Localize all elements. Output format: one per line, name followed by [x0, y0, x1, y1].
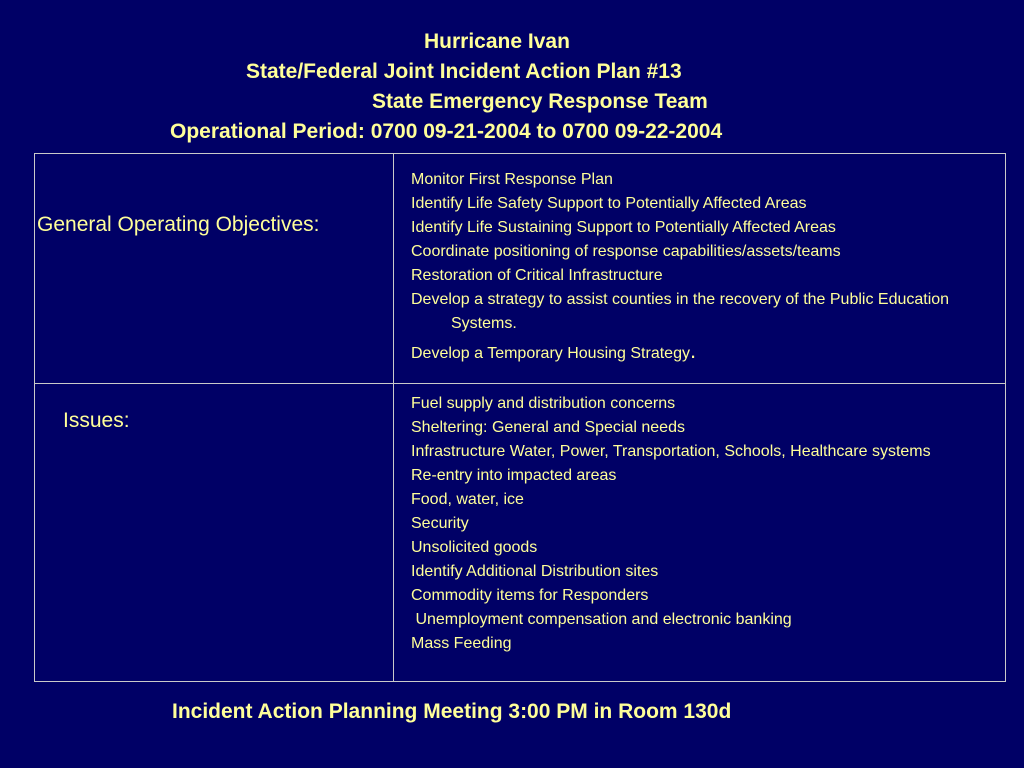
issue-item: Unemployment compensation and electronic banking	[411, 611, 792, 628]
issue-item: Re-entry into impacted areas	[411, 467, 617, 484]
title-event: Hurricane Ivan	[424, 30, 570, 53]
meeting-notice: Incident Action Planning Meeting 3:00 PM in Room 130d	[172, 700, 732, 723]
objectives-list	[411, 168, 1001, 369]
objective-item-text: Develop a Temporary Housing Strategy	[411, 345, 690, 362]
row-divider	[35, 383, 1005, 384]
title-team: State Emergency Response Team	[372, 90, 708, 113]
issues-list	[411, 392, 1001, 656]
issue-item: Commodity items for Responders	[411, 587, 649, 604]
objective-item: Coordinate positioning of response capabilities/assets/teams	[411, 243, 841, 260]
issues-label: Issues:	[63, 409, 130, 432]
issue-item: Unsolicited goods	[411, 539, 538, 556]
issue-item: Mass Feeding	[411, 635, 512, 652]
title-plan: State/Federal Joint Incident Action Plan #13	[246, 60, 682, 83]
issue-item: Identify Additional Distribution sites	[411, 563, 659, 580]
column-divider	[393, 154, 394, 681]
objective-item: Restoration of Critical Infrastructure	[411, 267, 663, 284]
issue-item: Food, water, ice	[411, 491, 524, 508]
issue-item: Fuel supply and distribution concerns	[411, 395, 676, 412]
objective-item: Identify Life Safety Support to Potentially Affected Areas	[411, 195, 807, 212]
objective-item-period: .	[689, 338, 697, 363]
title-operational-period: Operational Period: 0700 09-21-2004 to 0700 09-22-2004	[170, 120, 723, 143]
objectives-label: General Operating Objectives:	[37, 213, 320, 236]
objective-item: Monitor First Response Plan	[411, 171, 613, 188]
issue-item: Security	[411, 515, 469, 532]
objective-item	[411, 336, 1001, 369]
objective-item: Identify Life Sustaining Support to Potentially Affected Areas	[411, 219, 836, 236]
issue-item: Sheltering: General and Special needs	[411, 419, 685, 436]
objective-item: Develop a strategy to assist counties in the recovery of the Public Education Systems.	[411, 291, 950, 332]
objectives-issues-table	[34, 153, 1006, 682]
issue-item: Infrastructure Water, Power, Transportation, Schools, Healthcare systems	[411, 443, 931, 460]
